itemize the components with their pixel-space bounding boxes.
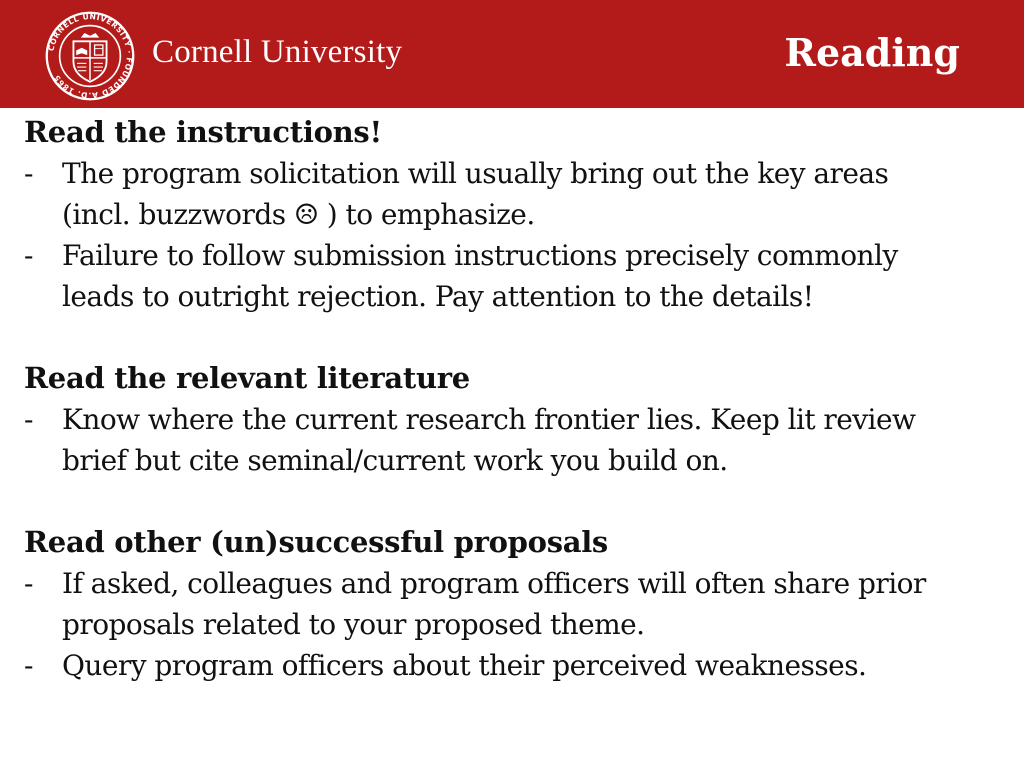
svg-text:CORNELL UNIVERSITY · FOUNDED A: CORNELL UNIVERSITY · FOUNDED A.D. 1865 (46, 12, 134, 100)
bullet-item (24, 645, 1014, 686)
bullet-dash: - (24, 403, 33, 436)
bullet-dash: - (24, 239, 33, 272)
slide-title: Reading (784, 30, 960, 75)
section-literature (24, 358, 1014, 481)
bullet-item (24, 563, 1014, 645)
section-heading: Read other (un)successful proposals (24, 525, 608, 559)
bullet-line: The program solicitation will usually bring out the key areas (62, 157, 889, 190)
bullet-line: (incl. buzzwords ☹ ) to emphasize. (62, 198, 535, 231)
bullet-dash: - (24, 649, 33, 682)
bullet-dash: - (24, 567, 33, 600)
cornell-seal-icon (44, 10, 136, 102)
bullet-line: leads to outright rejection. Pay attention to the details! (62, 280, 814, 313)
bullet-line: Failure to follow submission instructions precisely commonly (62, 239, 898, 272)
bullet-line: Know where the current research frontier lies. Keep lit review (62, 403, 916, 436)
section-heading: Read the instructions! (24, 115, 382, 149)
university-name: Cornell University (152, 34, 403, 70)
bullet-item (24, 235, 1014, 317)
bullet-item (24, 153, 1014, 235)
section-heading: Read the relevant literature (24, 361, 470, 395)
bullet-line: Query program officers about their perceived weaknesses. (62, 649, 867, 682)
bullet-line: proposals related to your proposed theme. (62, 608, 645, 641)
bullet-line: brief but cite seminal/current work you build on. (62, 444, 728, 477)
section-instructions (24, 112, 1014, 317)
slide-content (24, 112, 1014, 727)
bullet-item (24, 399, 1014, 481)
bullet-dash: - (24, 157, 33, 190)
bullet-line: If asked, colleagues and program officers will often share prior (62, 567, 926, 600)
section-proposals (24, 522, 1014, 686)
header-bar (0, 0, 1024, 108)
